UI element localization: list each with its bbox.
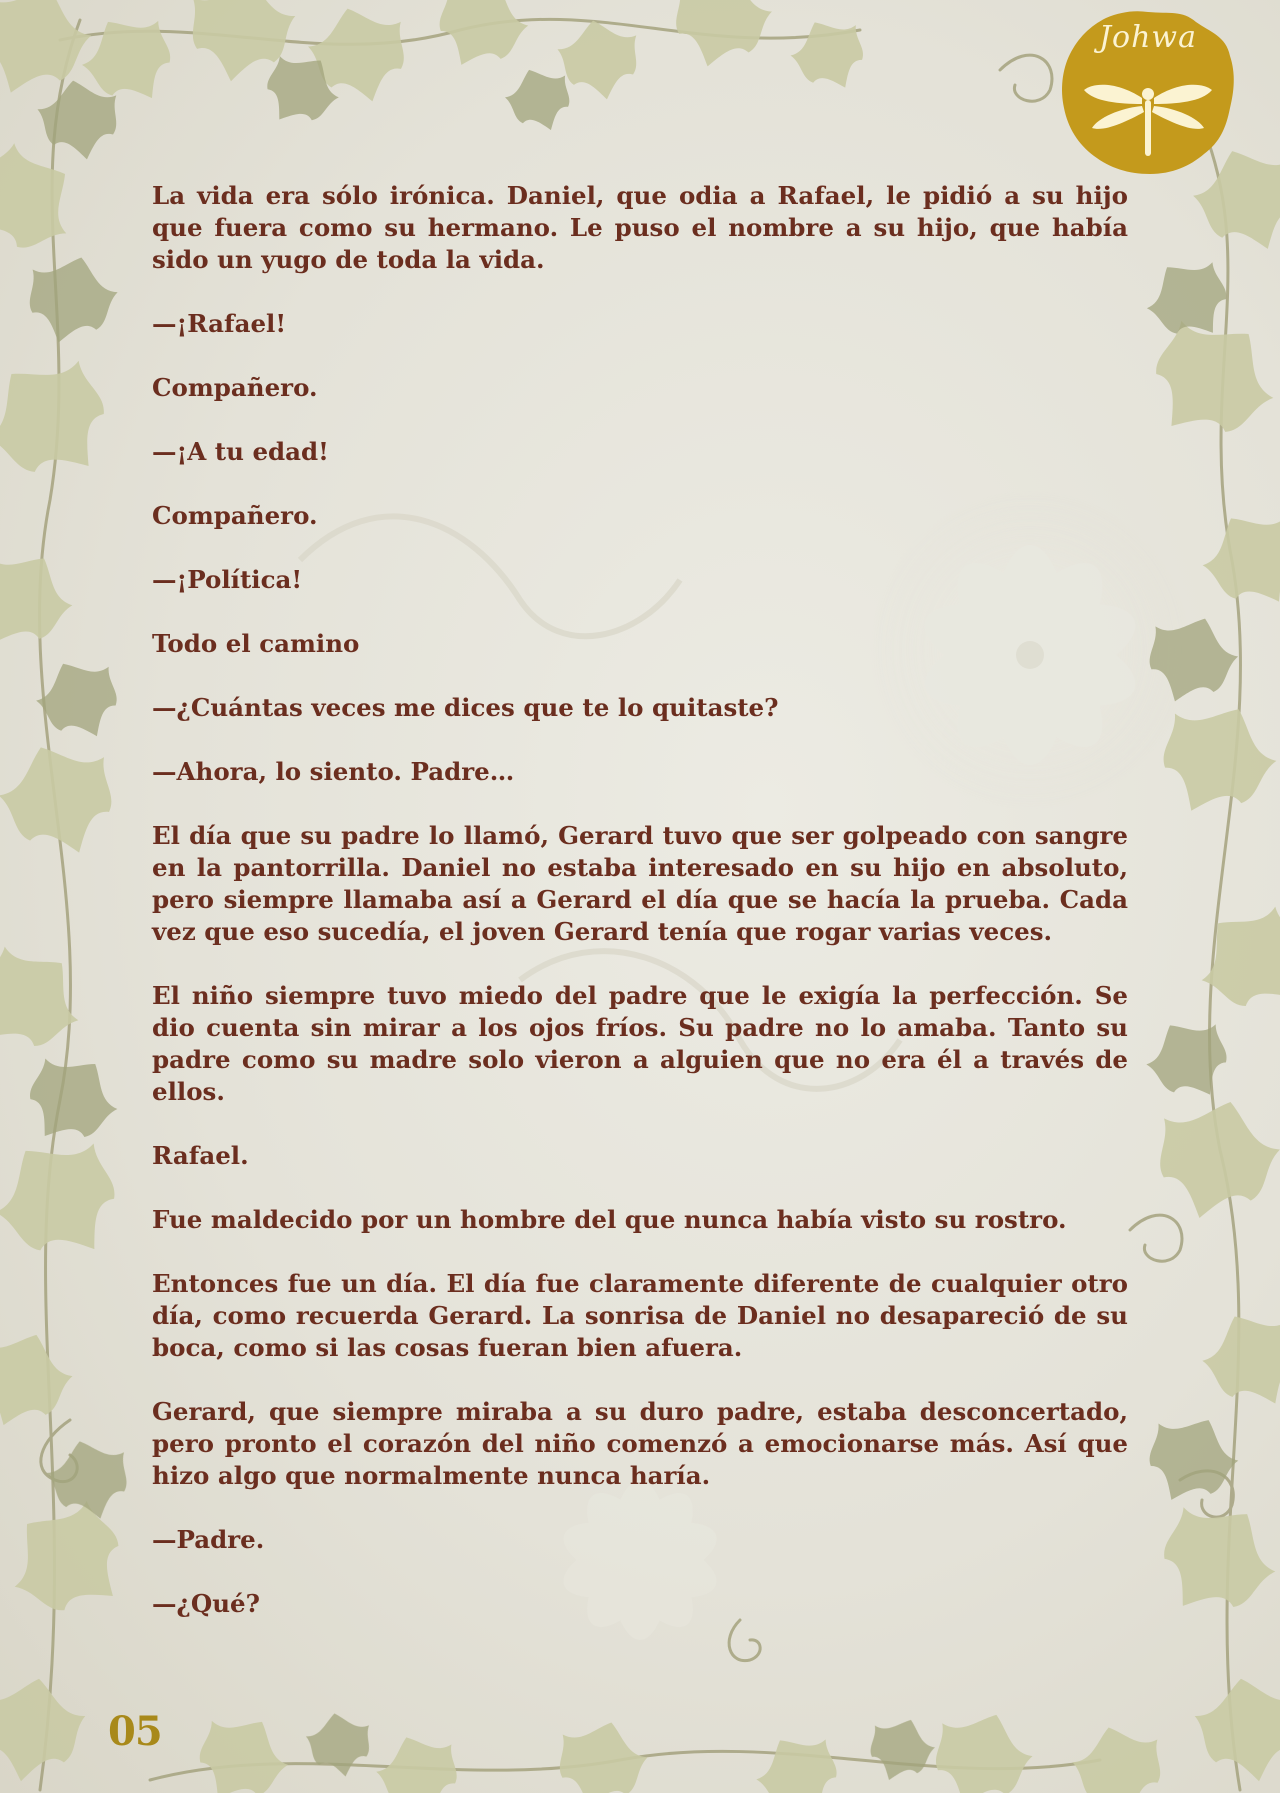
paragraph: Compañero. [152, 501, 318, 530]
page-number: 05 [108, 1708, 162, 1755]
paragraph: —¿Cuántas veces me dices que te lo quitaste? [152, 693, 779, 722]
paragraph: —¡Rafael! [152, 309, 287, 338]
paragraph: El niño siempre tuvo miedo del padre que le exigía la perfección. Se dio cuenta sin mirar a los ojos fríos. Su padre no lo amaba. Tanto su padre como su madre solo vieron a alguien que no era él a través de ellos. [152, 981, 1128, 1106]
logo-text: Johwa [1099, 20, 1197, 55]
paragraph: El día que su padre lo llamó, Gerard tuvo que ser golpeado con sangre en la pantorrilla. Daniel no estaba interesado en su hijo en absoluto, pero siempre llamaba así a Gerard el día que se hacía la prueba. Cada vez que eso sucedía, el joven Gerard tenía que rogar varias veces. [152, 821, 1128, 946]
story-text [152, 180, 1128, 1652]
johwa-logo [1058, 8, 1238, 178]
paragraph: La vida era sólo irónica. Daniel, que odia a Rafael, le pidió a su hijo que fuera como su hermano. Le puso el nombre a su hijo, que había sido un yugo de toda la vida. [152, 181, 1128, 274]
paragraph: Fue maldecido por un hombre del que nunca había visto su rostro. [152, 1205, 1067, 1234]
paragraph: —¡A tu edad! [152, 437, 329, 466]
paragraph: Todo el camino [152, 629, 360, 658]
paragraph: Compañero. [152, 373, 318, 402]
paragraph: Gerard, que siempre miraba a su duro padre, estaba desconcertado, pero pronto el corazón del niño comenzó a emocionarse más. Así que hizo algo que normalmente nunca haría. [152, 1397, 1128, 1490]
paragraph: Entonces fue un día. El día fue claramente diferente de cualquier otro día, como recuerda Gerard. La sonrisa de Daniel no desapareció de su boca, como si las cosas fueran bien afuera. [152, 1269, 1128, 1362]
paragraph: —¿Qué? [152, 1589, 260, 1618]
paragraph: —Padre. [152, 1525, 265, 1554]
paragraph: —Ahora, lo siento. Padre… [152, 757, 515, 786]
paragraph: —¡Política! [152, 565, 303, 594]
paragraph: Rafael. [152, 1141, 249, 1170]
